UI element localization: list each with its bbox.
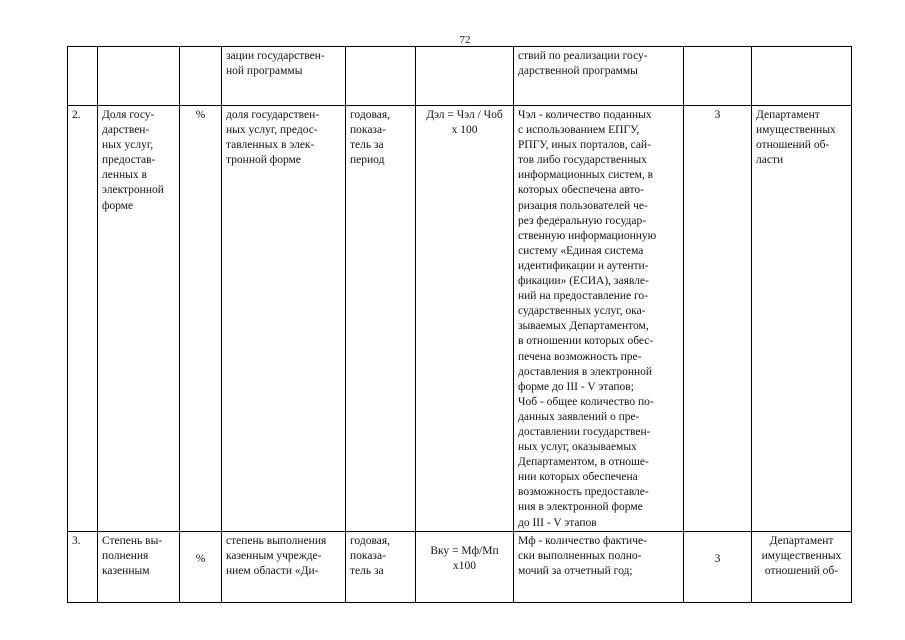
cell-periodicity [346, 106, 416, 532]
cell-unit [180, 106, 222, 532]
indicator-name: Степень вы- полнения казенным [102, 534, 163, 577]
periodicity-text: годовая, показа- тель за [350, 534, 390, 577]
cell-periodicity [346, 531, 416, 602]
cell-method [684, 531, 752, 602]
cell-formula [416, 531, 514, 602]
definition-text: зации государствен- ной программы [226, 50, 325, 78]
cell-unit [180, 47, 222, 106]
row-number: 3. [72, 534, 81, 547]
method-text: 3 [714, 109, 721, 121]
cell-responsible [752, 106, 852, 532]
definition-text: доля государствен- ных услуг, предос- тавленных в элек- тронной форме [226, 109, 320, 167]
responsible-text: Департамент имущественных отношений об- [761, 534, 842, 577]
cell-name [98, 531, 180, 602]
cell-definition [222, 106, 346, 532]
table-row [68, 531, 852, 602]
cell-calculation [514, 47, 684, 106]
cell-calculation [514, 531, 684, 602]
cell-definition [222, 531, 346, 602]
definition-text: степень выполнения казенным учрежде- нием области «Ди- [226, 534, 327, 577]
cell-periodicity [346, 47, 416, 106]
indicator-name: Доля госу- дарствен- ных услуг, предостав- ленных в электронной форме [102, 109, 164, 212]
cell-definition [222, 47, 346, 106]
cell-num [68, 531, 98, 602]
row-number: 2. [72, 109, 81, 121]
unit-text: % [195, 109, 206, 121]
calculation-text: Чэл - количество поданных с использованием ЕПГУ, РПГУ, иных порталов, сай- тов либо государственных информационных систем, в которых обеспечена авто- ризация пользователей че- рез федеральную государ- ственную информационную систему «Единая система идентификации и аутенти- фикации» (ЕСИА), заявле- ний на предоставление го- сударственных услуг, ока- зываемых Департаментом, в отношении которых обес- печена возможность пре- доставления в электронной форме до III - V этапов; Чоб - общее количество по- данных заявлений о пре- доставлении государствен- ных услуг, оказываемых Департаментом, в отноше- нии которых обеспечена возможность предоставле- ния в электронной форме до III - V этапов [518, 109, 657, 529]
cell-method [684, 106, 752, 532]
cell-name [98, 47, 180, 106]
cell-num [68, 106, 98, 532]
cell-responsible [752, 47, 852, 106]
formula-text: Вку = Мф/Мп х100 [430, 544, 499, 572]
responsible-text: Департамент имущественных отношений об- ласти [756, 109, 836, 167]
cell-formula [416, 47, 514, 106]
cell-calculation [514, 106, 684, 532]
calculation-text: ствий по реализации госу- дарственной программы [518, 50, 648, 78]
unit-text: % [195, 552, 206, 565]
cell-name [98, 106, 180, 532]
cell-responsible [752, 531, 852, 602]
page-number: 72 [459, 34, 471, 46]
cell-formula [416, 106, 514, 532]
calculation-text: Мф - количество фактиче- ски выполненных полно- мочий за отчетный год; [518, 534, 647, 577]
cell-unit [180, 531, 222, 602]
cell-method [684, 47, 752, 106]
table-row-continuation [68, 47, 852, 106]
formula-text: Дэл = Чэл / Чоб х 100 [426, 109, 503, 137]
indicators-table [67, 46, 852, 603]
periodicity-text: годовая, показа- тель за период [350, 109, 390, 167]
cell-num [68, 47, 98, 106]
method-text: 3 [714, 552, 721, 565]
table-row [68, 106, 852, 532]
